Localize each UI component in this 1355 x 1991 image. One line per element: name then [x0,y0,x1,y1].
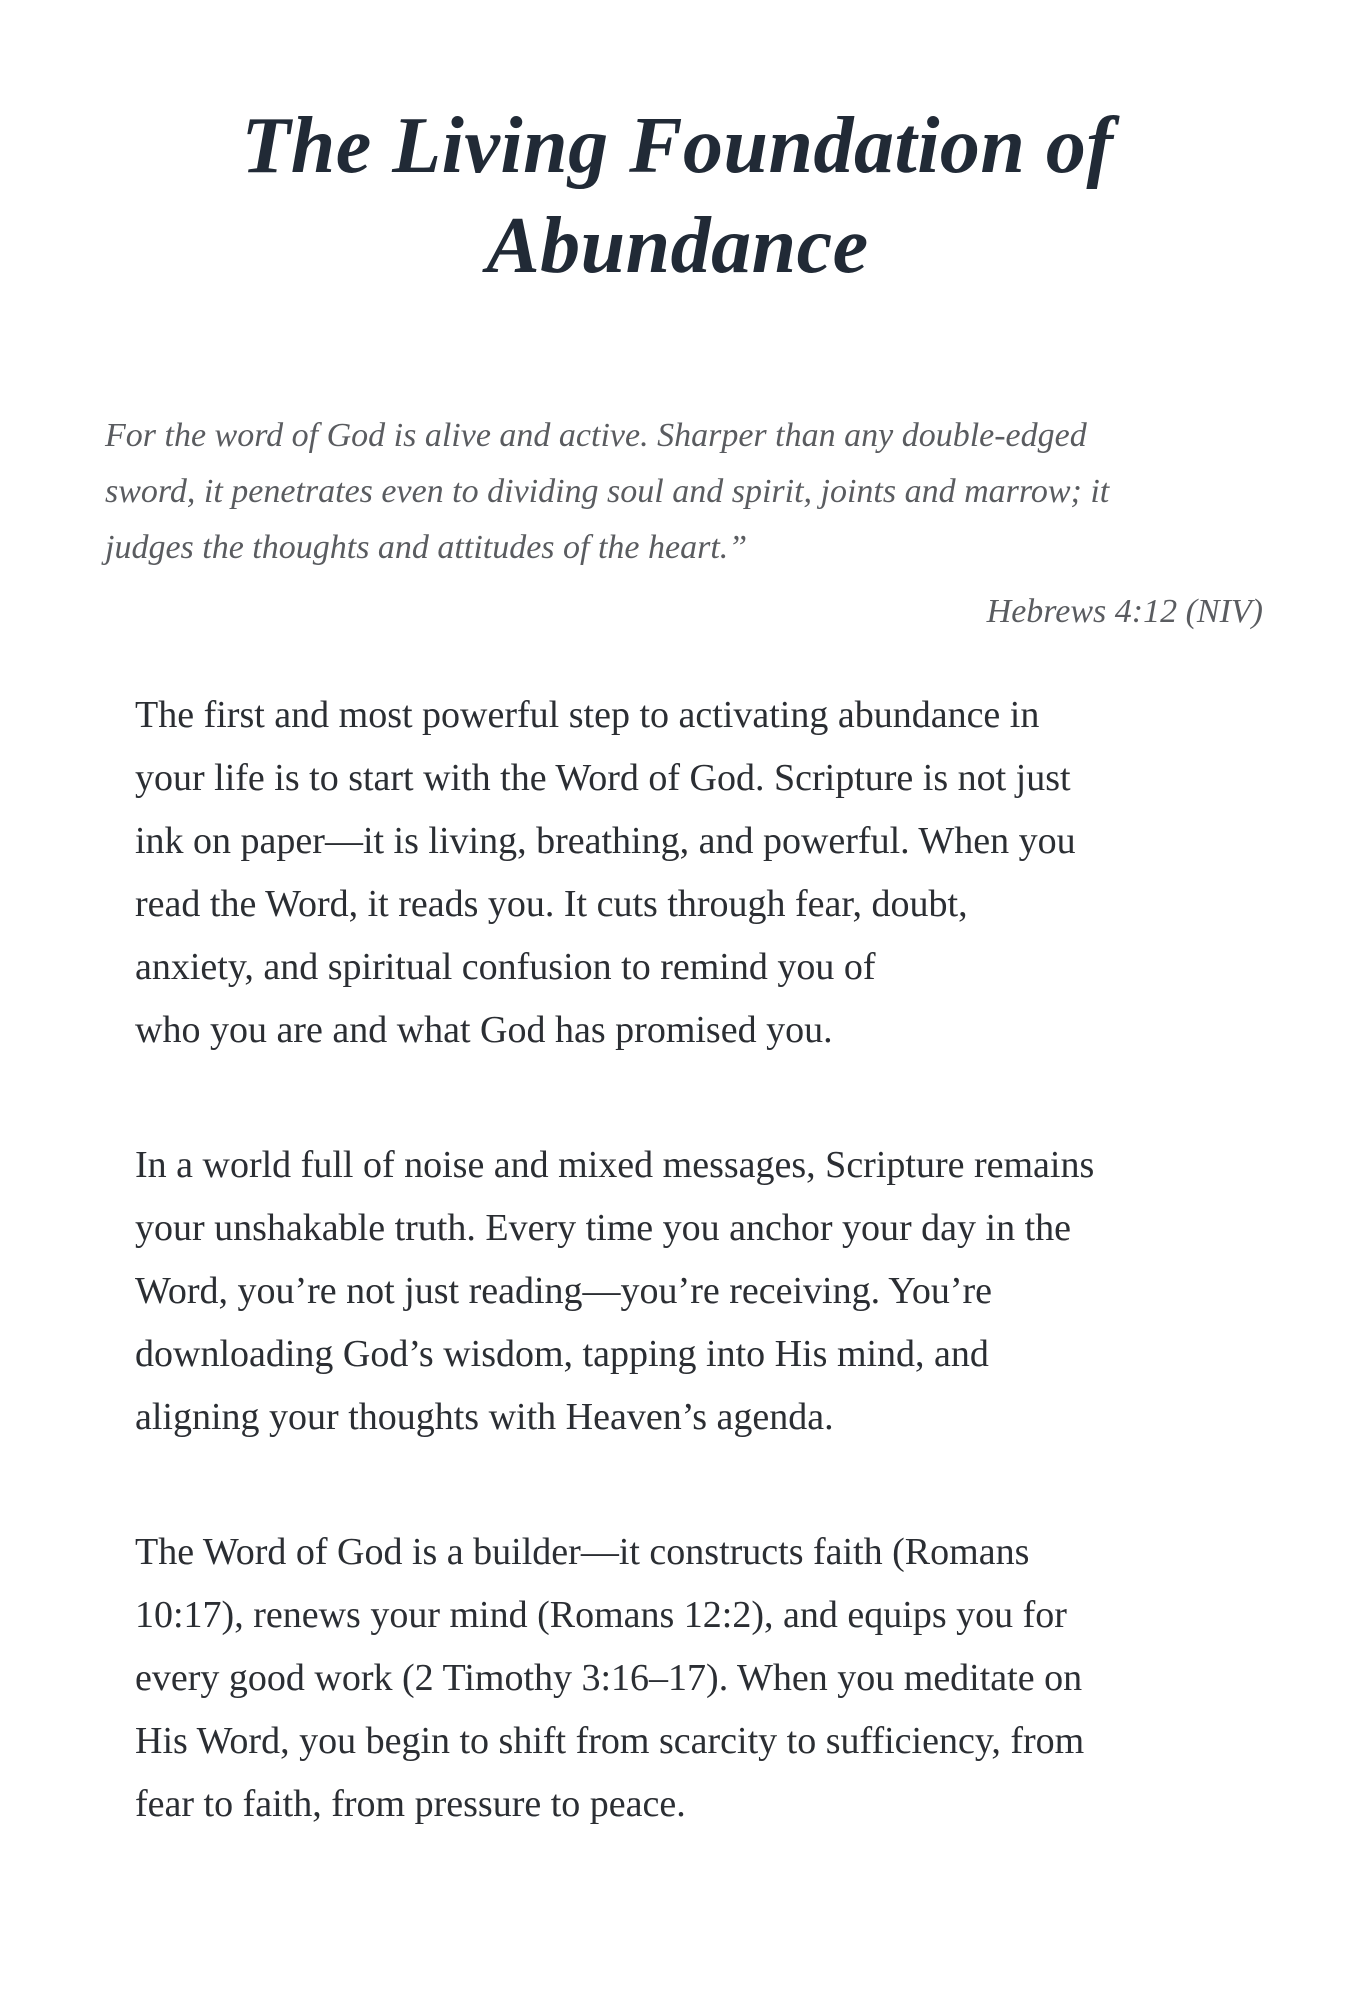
paragraph-2 [135,1134,1305,1449]
text-line: your unshakable truth. Every time you anchor your day in the [135,1207,1072,1249]
quote-line: For the word of God is alive and active. Sharper than any double-edged [105,417,1087,454]
text-line: aligning your thoughts with Heaven’s agenda. [135,1396,834,1438]
text-line: In a world full of noise and mixed messages, Scripture remains [135,1144,1095,1186]
text-line: every good work (2 Timothy 3:16–17). When you meditate on [135,1657,1083,1699]
quote-line: sword, it penetrates even to dividing soul and spirit, joints and marrow; it [105,473,1110,510]
text-line: ink on paper—it is living, breathing, and powerful. When you [135,820,1076,862]
page-title [0,0,1355,296]
text-line: read the Word, it reads you. It cuts through fear, doubt, [135,883,968,925]
text-line: His Word, you begin to shift from scarcity to sufficiency, from [135,1720,1085,1762]
text-line: your life is to start with the Word of God. Scripture is not just [135,757,1071,799]
page-title-line-2: Abundance [486,202,869,290]
text-line: fear to faith, from pressure to peace. [135,1783,686,1825]
text-line: anxiety, and spiritual confusion to remind you of [135,946,876,988]
body-text [135,684,1305,1836]
text-line: Word, you’re not just reading—you’re receiving. You’re [135,1270,993,1312]
scripture-quote [105,408,1263,640]
quote-attribution: Hebrews 4:12 (NIV) [986,593,1263,630]
text-line: downloading God’s wisdom, tapping into His mind, and [135,1333,989,1375]
text-line: 10:17), renews your mind (Romans 12:2), and equips you for [135,1594,1067,1636]
paragraph-1 [135,684,1305,1062]
quote-line: judges the thoughts and attitudes of the heart.” [105,529,748,566]
page-title-line-1: The Living Foundation of [241,102,1114,190]
text-line: The first and most powerful step to activating abundance in [135,694,1040,736]
paragraph-3 [135,1521,1305,1836]
text-line: The Word of God is a builder—it constructs faith (Romans [135,1531,1030,1573]
text-line: who you are and what God has promised you. [135,1009,833,1051]
